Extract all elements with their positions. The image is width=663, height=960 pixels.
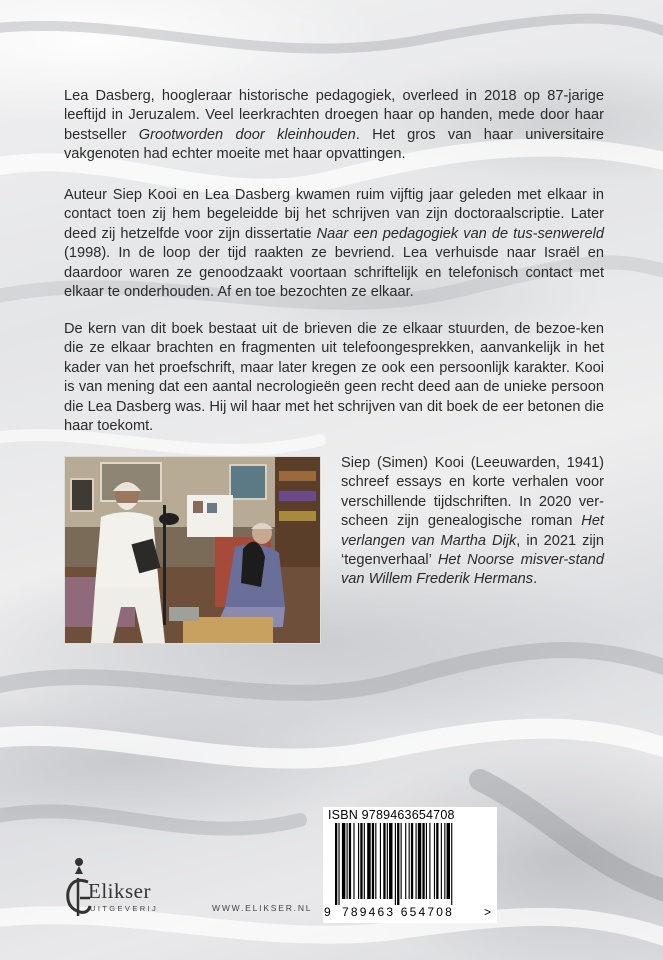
barcode-bar: [451, 823, 452, 905]
author-paragraph: [64, 186, 604, 302]
barcode-bar: [441, 823, 442, 899]
novel-title: Het verlangen van Martha Dijk: [341, 513, 604, 549]
barcode-bar: [418, 823, 421, 899]
content-paragraph: De kern van dit boek bestaat uit de brieven die ze elkaar stuurden, de bezoe-ken die ze elkaar brachten en fragmenten uit telefoongesprekken, aanvankelijk in het kader van het proefschrift, maar later kregen ze ook een persoonlijk karakter. Kooi is van mening dat een aantal necrologieën geen recht deed aan de unieke persoon die Lea Dasberg was. Hij wil haar met het schrijven van dit boek de eer betonen die haar toekomt.: [64, 321, 604, 435]
barcode-bar: [353, 823, 354, 899]
barcode-bar: [429, 823, 430, 899]
barcode-icon: [335, 823, 485, 905]
barcode-bar: [335, 823, 337, 905]
barcode-bar: [405, 823, 406, 899]
isbn-label: ISBN 9789463654708: [328, 808, 455, 822]
barcode-bar: [360, 823, 362, 899]
bio-text: Siep (Simen) Kooi (Leeuwarden, 1941) schreef essays en korte verhalen voor verschillende tijdschriften. In 2020 ver-scheen zijn genealogische roman: [341, 455, 604, 530]
barcode-bar: [349, 823, 351, 899]
paragraph-text: (1998). In de loop der tijd raakten ze bevriend. Lea verhuisde naar Israël en daardoor waren ze genoodzaakt voortaan schriftelijk en telefonisch contact met elkaar te onderhouden. Af en toe bezochten ze elkaar.: [64, 245, 604, 301]
bio-text: .: [533, 571, 538, 588]
barcode-bar: [397, 823, 399, 905]
barcode-bar: [436, 823, 438, 899]
author-photo: [64, 456, 321, 644]
barcode-bar: [338, 823, 339, 905]
publisher-name: Elikser: [88, 879, 151, 903]
barcode-bar: [380, 823, 381, 899]
barcode-bar: [389, 823, 392, 899]
author-bio: [341, 454, 604, 590]
barcode-bar: [409, 823, 410, 899]
barcode-bar: [372, 823, 374, 899]
paragraph-text: Auteur Siep Kooi en Lea Dasberg kwamen ruim vijftig jaar geleden met elkaar in contact toen zij hem begeleidde bij het schrijven van zijn doctoraalscriptie. Later deed zij hetzelfde voor zijn dissertatie: [64, 187, 604, 242]
paragraph-text: . Het gros van haar universitaire vakgenoten had echter moeite met haar opvattingen.: [64, 126, 604, 163]
barcode-bar: [422, 823, 424, 899]
barcode-bar: [426, 823, 427, 899]
bio-text: , in 2021 zijn ‘tegenverhaal’: [341, 532, 604, 569]
barcode-bar: [364, 823, 365, 899]
barcode-digits: 789463 654708: [342, 905, 455, 919]
barcode-bar: [358, 823, 359, 899]
publisher-website: WWW.ELIKSER.NL: [212, 903, 313, 913]
paragraph-text: Lea Dasberg, hoogleraar historische pedagogiek, overleed in 2018 op 87-jarige leeftijd in Jeruzalem. Veel leerkrachten droegen haar op handen, mede door haar bestseller: [64, 88, 604, 143]
barcode-chevron: >: [484, 905, 492, 919]
barcode-bar: [395, 823, 396, 905]
barcode-bar: [401, 823, 402, 899]
barcode-bar: [387, 823, 388, 899]
publisher-subtitle: UITGEVERIJ: [90, 904, 159, 913]
barcode-bar: [416, 823, 417, 899]
barcode-bar: [347, 823, 348, 899]
essay-title: Het Noorse misver-stand van Willem Frederik Hermans: [341, 552, 604, 588]
barcode-bar: [411, 823, 413, 899]
barcode-bar: [444, 823, 445, 899]
barcode-bar: [383, 823, 385, 899]
barcode-bar: [367, 823, 370, 899]
barcode-bar: [342, 823, 345, 899]
barcode-bar: [434, 823, 435, 899]
intro-paragraph: [64, 87, 604, 165]
dissertation-title: Naar een pedagogiek van de tus-senwereld: [316, 225, 604, 242]
barcode-bar: [447, 823, 450, 899]
book-title: Grootworden door kleinhouden: [138, 126, 356, 143]
barcode-bar: [375, 823, 376, 899]
barcode-lead-digit: 9: [324, 905, 331, 919]
